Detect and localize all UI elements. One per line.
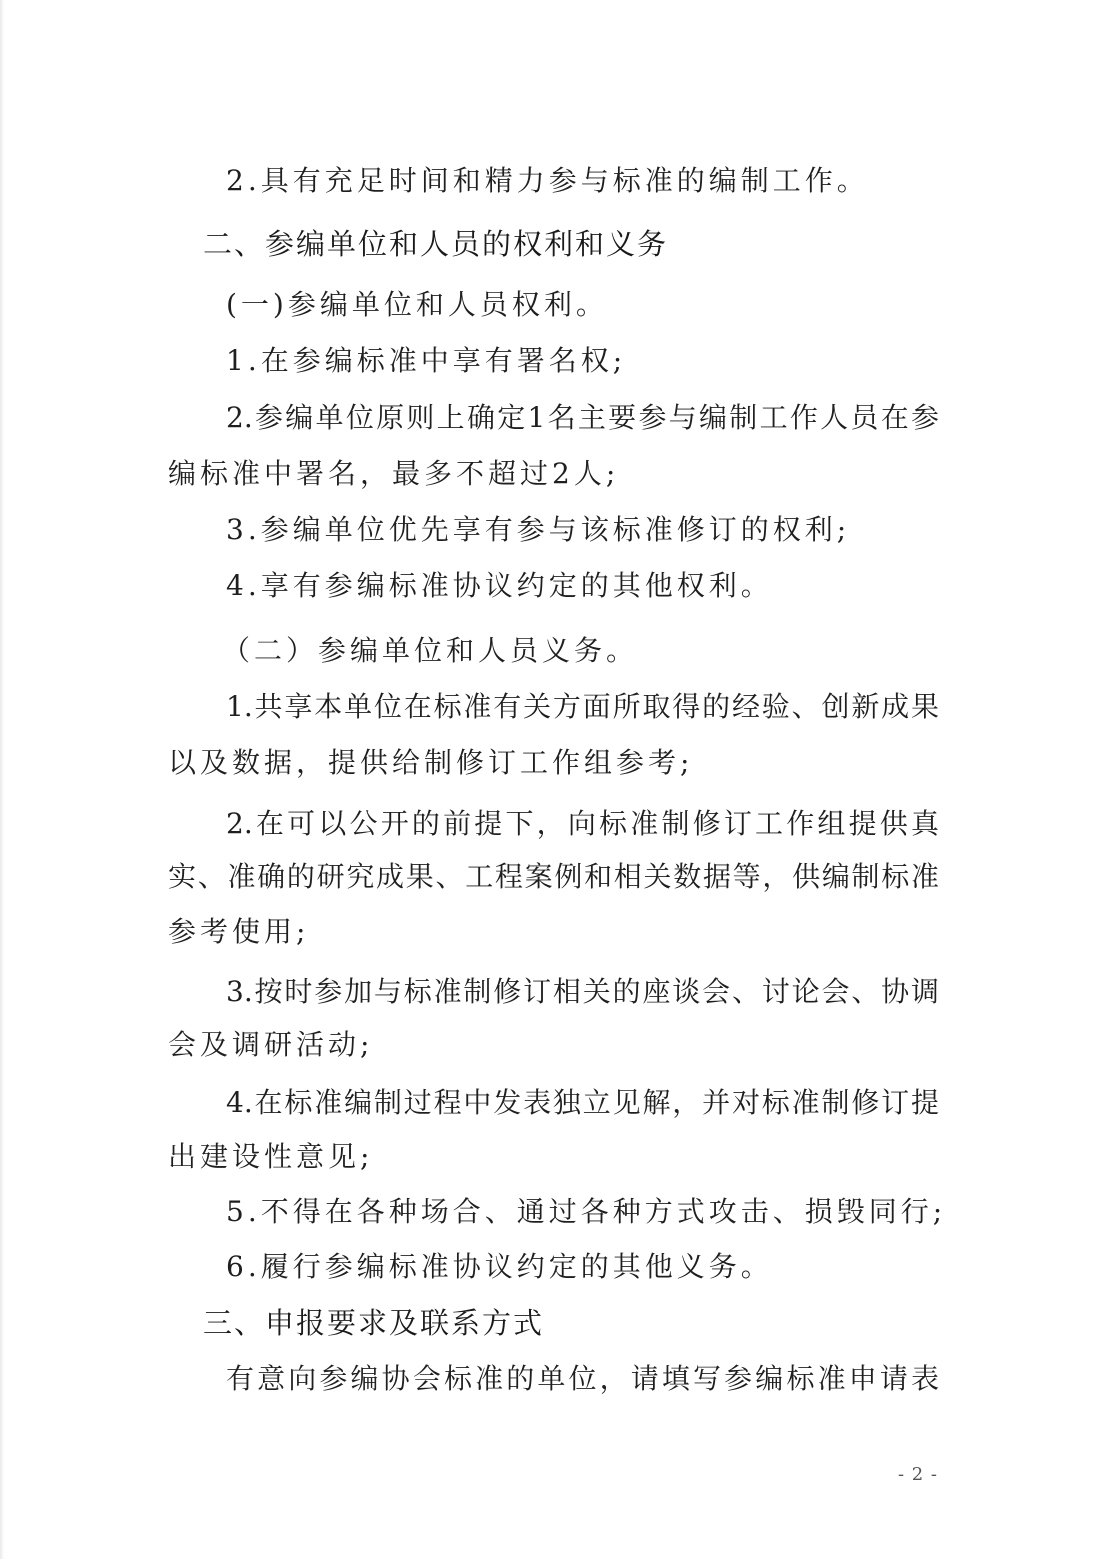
text-line: 有意向参编协会标准的单位，请填写参编标准申请表 [226,1362,939,1395]
text-line: 3.按时参加与标准制修订相关的座谈会、讨论会、协调 [226,975,939,1008]
subsection-heading: （二）参编单位和人员义务。 [222,634,639,667]
text-line: 2.参编单位原则上确定1名主要参与编制工作人员在参 [226,401,939,434]
text-line: 编标准中署名，最多不超过2人; [168,457,620,490]
text-line: 实、准确的研究成果、工程案例和相关数据等，供编制标准 [168,860,939,893]
text-line: 2.在可以公开的前提下，向标准制修订工作组提供真 [226,807,939,840]
text-line: 以及数据，提供给制修订工作组参考; [168,746,694,779]
text-line: 1.在参编标准中享有署名权; [226,344,627,377]
section-heading: 三、申报要求及联系方式 [203,1306,545,1340]
text-line: 6.履行参编标准协议约定的其他义务。 [226,1250,773,1283]
page-number: - 2 - [897,1464,938,1485]
text-line: 1.共享本单位在标准有关方面所取得的经验、创新成果 [226,690,939,723]
text-line: 出建设性意见; [168,1140,374,1173]
text-line: 会及调研活动; [168,1028,374,1061]
subsection-heading: (一)参编单位和人员权利。 [226,288,608,321]
text-line: 4.享有参编标准协议约定的其他权利。 [226,569,773,602]
section-heading: 二、参编单位和人员的权利和义务 [203,227,669,261]
text-line: 4.在标准编制过程中发表独立见解，并对标准制修订提 [226,1086,939,1119]
text-line: 3.参编单位优先享有参与该标准修订的权利; [226,513,851,546]
text-line: 2.具有充足时间和精力参与标准的编制工作。 [226,164,869,197]
text-line: 5.不得在各种场合、通过各种方式攻击、损毁同行; [226,1195,947,1228]
text-line: 参考使用; [168,915,310,948]
scan-edge-shadow [0,0,4,1559]
